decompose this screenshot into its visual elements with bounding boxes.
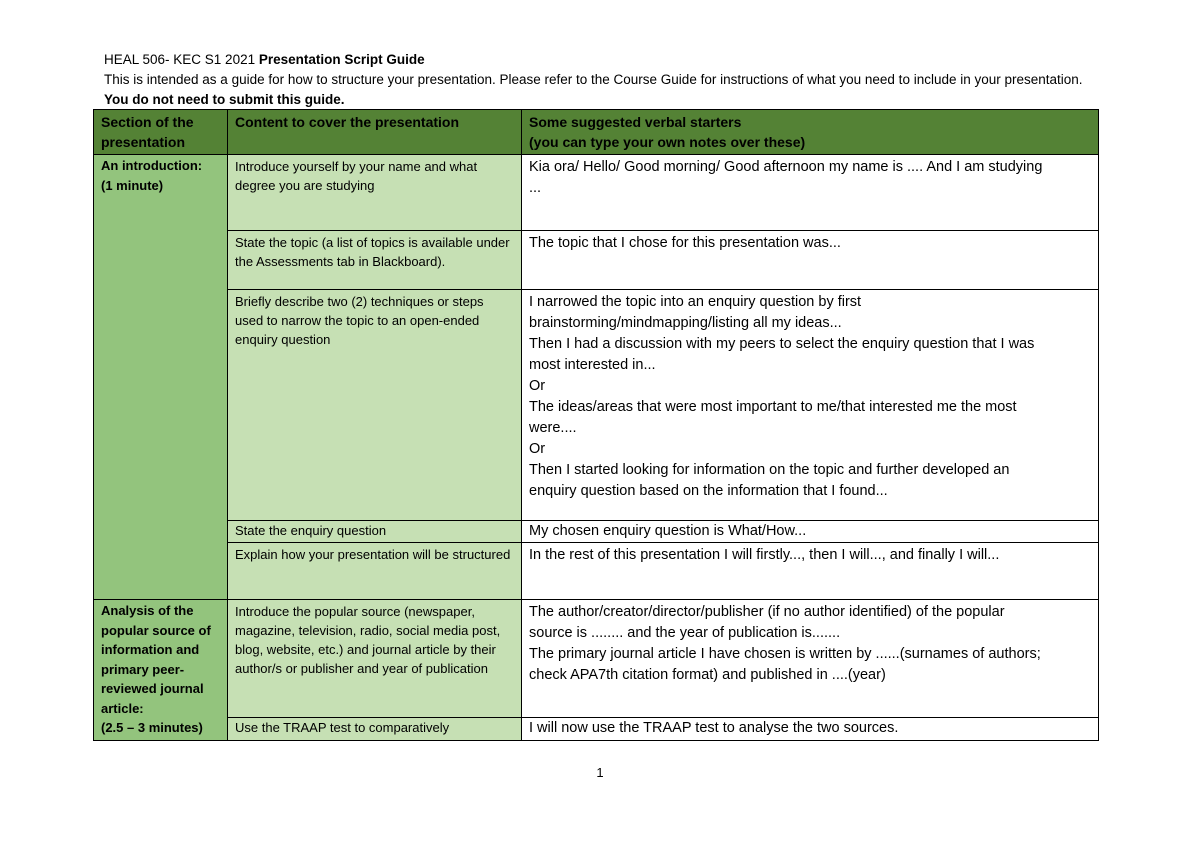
section-introduction: An introduction: (1 minute) <box>94 155 228 600</box>
table-row <box>94 600 1099 718</box>
column-header-section: Section of the presentation <box>94 110 228 155</box>
content-cell: Explain how your presentation will be structured <box>228 543 522 600</box>
starter-cell: The topic that I chose for this presentation was... <box>522 231 1099 290</box>
table-row <box>94 521 1099 543</box>
page-number: 1 <box>596 765 604 780</box>
header-intro <box>104 70 1104 110</box>
content-cell: State the enquiry question <box>228 521 522 543</box>
starter-cell: In the rest of this presentation I will firstly..., then I will..., and finally I will... <box>522 543 1099 600</box>
content-cell: Use the TRAAP test to comparatively <box>228 718 522 740</box>
content-cell: Introduce the popular source (newspaper, magazine, television, radio, social media post, blog, website, etc.) and journal article by their author/s or publisher and year of publication <box>228 600 522 718</box>
document-title: Presentation Script Guide <box>258 52 425 67</box>
table-row <box>94 290 1099 521</box>
document-header <box>104 50 1104 110</box>
starter-cell: I narrowed the topic into an enquiry question by first brainstorming/mindmapping/listing all my ideas... Then I had a discussion with my peers to select the enquiry question that I was most interested in... Or The ideas/areas that were most important to me/that interested me the most were.... Or Then I started looking for information on the topic and further developed an enquiry question based on the information that I found... <box>522 290 1099 521</box>
table-row <box>94 718 1099 740</box>
script-guide-table <box>93 109 1099 741</box>
header-title-line <box>104 50 1104 70</box>
starter-cell: I will now use the TRAAP test to analyse the two sources. <box>522 718 1099 740</box>
content-cell: State the topic (a list of topics is available under the Assessments tab in Blackboard). <box>228 231 522 290</box>
starter-cell: Kia ora/ Hello/ Good morning/ Good afternoon my name is .... And I am studying ... <box>522 155 1099 231</box>
course-code: HEAL 506- KEC S1 2021 <box>104 52 256 67</box>
table-row <box>94 231 1099 290</box>
submit-note: You do not need to submit this guide. <box>104 92 345 107</box>
content-cell: Briefly describe two (2) techniques or steps used to narrow the topic to an open-ended enquiry question <box>228 290 522 521</box>
starter-cell: The author/creator/director/publisher (if no author identified) of the popular source is ........ and the year of publication is....... The primary journal article I have chosen is written by ......(surnames of authors; check APA7th citation format) and published in ....(year) <box>522 600 1099 718</box>
table-row <box>94 543 1099 600</box>
table-header-row <box>94 110 1099 155</box>
column-header-content: Content to cover the presentation <box>228 110 522 155</box>
table-row <box>94 155 1099 231</box>
section-analysis: Analysis of the popular source of information and primary peer-reviewed journal article: (2.5 – 3 minutes) <box>94 600 228 741</box>
content-cell: Introduce yourself by your name and what degree you are studying <box>228 155 522 231</box>
intro-text: This is intended as a guide for how to structure your presentation. Please refer to the Course Guide for instructions of what you need to include in your presentation. <box>104 72 1083 87</box>
starter-cell: My chosen enquiry question is What/How... <box>522 521 1099 543</box>
column-header-starters: Some suggested verbal starters (you can type your own notes over these) <box>522 110 1099 155</box>
